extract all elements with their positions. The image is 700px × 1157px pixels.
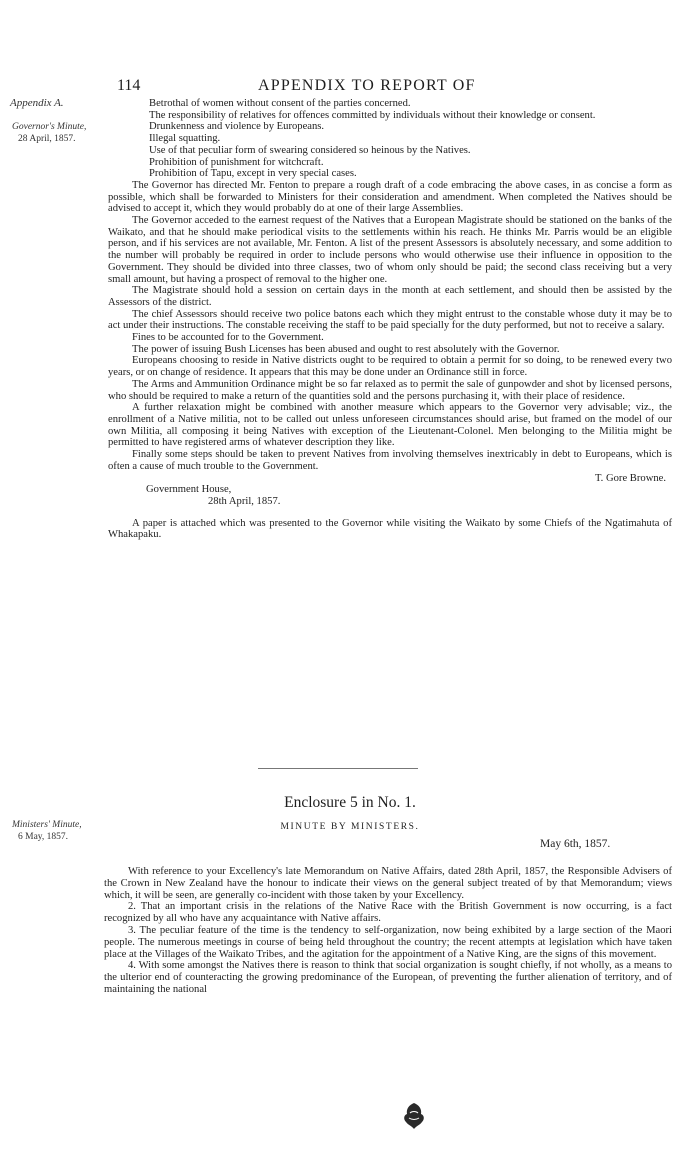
paragraph: 2. That an important crisis in the relations of the Native Race with the British Government is now occurring, is a fact recognized by all who have any acquaintance with Native affairs. bbox=[104, 901, 672, 925]
ministers-minute-date: 6 May, 1857. bbox=[18, 832, 69, 842]
paragraph: The Governor has directed Mr. Fenton to prepare a rough draft of a code embracing the above cases, in as concise a form as possible, which shall be forwarded to Ministers for their consideration and amendment. When completed the Natives should be advised to accept it, which they would probably do at one of their large Assemblies. bbox=[108, 179, 672, 215]
list-item: Prohibition of punishment for witchcraft. bbox=[149, 156, 324, 168]
paragraph: Europeans choosing to reside in Native districts ought to be required to obtain a permit for so doing, to be renewed every two years, or on change of residence. It appears that this may be done under an Ordinance still in force. bbox=[108, 355, 672, 379]
governor-memorandum-body bbox=[108, 98, 672, 541]
paragraph: The Governor acceded to the earnest request of the Natives that a European Magistrate should be stationed on the banks of the Waikato, and that he should make periodical visits to the settlements within his reach. He thinks Mr. Parris would be an eligible person, and if his services are not available, Mr. Fenton. A list of the present Assessors is absolutely necessary, and some addition to the number will probably be required in order to include persons who would otherwise use their influence in opposition to the Government. They should be divided into three classes, two of whom only should be paid; the second class receiving but a very small amount, but having a prospect of removal to the higher one. bbox=[108, 215, 672, 285]
paragraph: 3. The peculiar feature of the time is the tendency to self-organization, now being exhibited by a large section of the Maori people. The numerous meetings in course of being held throughout the country; the recent attempts at legislation which have taken place at the Villages of the Waikato Tribes, and the agitation for the appointment of a Native King, are the signs of this movement. bbox=[104, 924, 672, 960]
appendix-label: Appendix A. bbox=[10, 97, 64, 109]
minute-date: May 6th, 1857. bbox=[540, 838, 611, 850]
printer-ornament-icon bbox=[400, 1101, 428, 1131]
enclosure-title: Enclosure 5 in No. 1. bbox=[284, 794, 416, 811]
paragraph: The power of issuing Bush Licenses has been abused and ought to rest absolutely with the Governor. bbox=[132, 343, 560, 355]
list-item: Use of that peculiar form of swearing considered so heinous by the Natives. bbox=[149, 144, 471, 156]
margin-note-governor bbox=[10, 97, 122, 145]
signature-name: T. Gore Browne. bbox=[595, 472, 666, 484]
list-item: The responsibility of relatives for offences committed by individuals without their knowledge or consent. bbox=[149, 109, 596, 121]
paragraph: Finally some steps should be taken to prevent Natives from involving themselves inextricably in debt to Europeans, which is often a cause of much trouble to the Government. bbox=[108, 449, 672, 472]
list-item: Drunkenness and violence by Europeans. bbox=[149, 121, 325, 133]
paragraph: 4. With some amongst the Natives there is reason to think that social organization is sought chiefly, if not wholly, as a means to the ulterior end of counteracting the growing predominance of the European, of preventing the further alienation of territory, and of maintaining the national bbox=[104, 960, 672, 995]
paragraph: The Arms and Ammunition Ordinance might be so far relaxed as to permit the sale of gunpowder and shot by licensed persons, who should be required to make a return of the quantities sold and the persons purchasing it, with their place of residence. bbox=[108, 378, 672, 402]
signature-date: 28th April, 1857. bbox=[208, 495, 281, 507]
ministers-minute-label: Ministers' Minute, bbox=[12, 820, 82, 830]
paragraph: Fines to be accounted for to the Government. bbox=[132, 332, 324, 344]
signature-place: Government House, bbox=[146, 484, 232, 496]
section-divider bbox=[258, 768, 418, 769]
attachment-note: A paper is attached which was presented to the Governor while visiting the Waikato by some Chiefs of the Ngatimahuta of Whakapaku. bbox=[108, 517, 672, 541]
paragraph: With reference to your Excellency's late Memorandum on Native Affairs, dated 28th April, 1857, the Responsible Advisers of the Crown in New Zealand have the honour to indicate their views on the general subject treated of by that Memorandum; views which, it will be seen, are generally co-incident with those taken by your Excellency. bbox=[104, 866, 672, 901]
minute-heading: MINUTE BY MINISTERS. bbox=[280, 822, 420, 832]
governor-minute-date: 28 April, 1857. bbox=[18, 134, 76, 144]
list-item: Prohibition of Tapu, except in very special cases. bbox=[149, 168, 357, 180]
paragraph: The Magistrate should hold a session on certain days in the month at each settlement, and should then be assisted by the Assessors of the district. bbox=[108, 285, 672, 308]
list-item: Betrothal of women without consent of the parties concerned. bbox=[149, 98, 411, 109]
paragraph: A further relaxation might be combined with another measure which appears to the Governor very advisable; viz., the enrollment of a Native militia, not to be called out unless unforeseen circumstances should arise, but framed on the model of our own Militia, all composing it being Natives with exception of the Lieutenant-Colonel. Men belonging to the Militia might be permitted to have registered arms of whatever description they like. bbox=[108, 402, 672, 449]
governor-minute-label: Governor's Minute, bbox=[12, 122, 87, 132]
ministers-minute-body bbox=[104, 866, 672, 996]
paragraph: The chief Assessors should receive two police batons each which they might entrust to the constable whose duty it may be to act under their instructions. The constable receiving the staff to be paid specially for the duty performed, but not to receive a salary. bbox=[108, 308, 672, 332]
running-title: APPENDIX TO REPORT OF bbox=[258, 77, 476, 94]
list-item: Illegal squatting. bbox=[149, 133, 221, 145]
page-number: 114 bbox=[117, 77, 141, 94]
